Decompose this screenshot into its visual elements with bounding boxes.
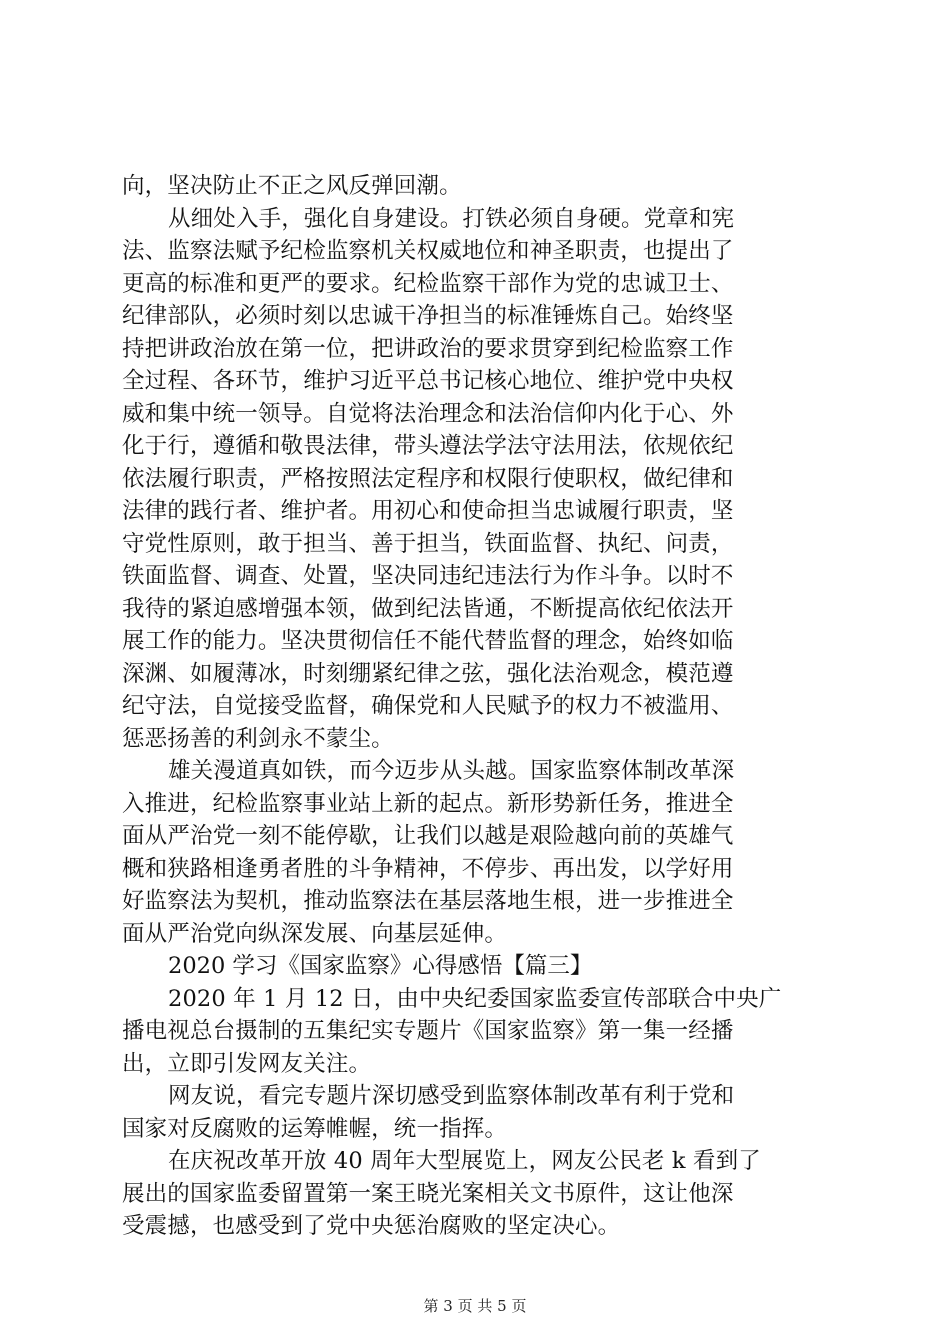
text-line: 依法履行职责，严格按照法定程序和权限行使职权，做纪律和: [122, 465, 734, 492]
text-line: 威和集中统一领导。自觉将法治理念和法治信仰内化于心、外: [122, 400, 734, 427]
text-line: 入推进，纪检监察事业站上新的起点。新形势新任务，推进全: [122, 790, 734, 817]
text-line: 面从严治党向纵深发展、向基层延伸。: [122, 920, 508, 947]
document-body: [122, 170, 830, 1243]
text-line: 面从严治党一刻不能停歇，让我们以越是艰险越向前的英雄气: [122, 823, 734, 849]
text-line: 化于行，遵循和敬畏法律，带头遵法学法守法用法，依规依纪: [122, 433, 734, 459]
text-line: 展出的国家监委留置第一案王晓光案相关文书原件，这让他深: [122, 1180, 734, 1207]
paragraph-start-line: 网友说，看完专题片深切感受到监察体制改革有利于党和: [168, 1083, 735, 1109]
text-line: 出，立即引发网友关注。: [122, 1050, 372, 1077]
text-line: 展工作的能力。坚决贯彻信任不能代替监督的理念，始终如临: [122, 628, 734, 654]
text-line: 铁面监督、调查、处置，坚决同违纪违法行为作斗争。以时不: [122, 563, 734, 589]
text-line: 好监察法为契机，推动监察法在基层落地生根，进一步推进全: [122, 888, 734, 914]
page-number-footer: 第 3 页 共 5 页: [423, 1297, 527, 1315]
text-line: 守党性原则，敢于担当、善于担当，铁面监督、执纪、问责，: [122, 530, 734, 557]
text-line: 持把讲政治放在第一位，把讲政治的要求贯穿到纪检监察工作: [122, 335, 734, 362]
text-line: 我待的紧迫感增强本领，做到纪法皆通，不断提高依纪依法开: [122, 595, 734, 622]
paragraph-start-line: 在庆祝改革开放 40 周年大型展览上，网友公民老 k 看到了: [168, 1148, 761, 1174]
text-line: 深渊、如履薄冰，时刻绷紧纪律之弦，强化法治观念，模范遵: [122, 660, 734, 687]
paragraph-start-line: 2020 年 1 月 12 日，由中央纪委国家监委宣传部联合中央广: [168, 985, 782, 1012]
text-line: 法、监察法赋予纪检监察机关权威地位和神圣职责，也提出了: [122, 238, 734, 264]
section-heading: 2020 学习《国家监察》心得感悟【篇三】: [168, 953, 593, 979]
text-line: 受震撼，也感受到了党中央惩治腐败的坚定决心。: [122, 1213, 621, 1239]
text-line: 全过程、各环节，维护习近平总书记核心地位、维护党中央权: [122, 368, 734, 394]
paragraph-start-line: 雄关漫道真如铁，而今迈步从头越。国家监察体制改革深: [168, 758, 735, 784]
text-line: 纪律部队，必须时刻以忠诚干净担当的标准锤炼自己。始终坚: [122, 303, 734, 329]
text-line: 向，坚决防止不正之风反弹回潮。: [122, 173, 462, 199]
text-line: 法律的践行者、维护者。用初心和使命担当忠诚履行职责，坚: [122, 498, 734, 524]
text-line: 惩恶扬善的利剑永不蒙尘。: [122, 725, 394, 752]
text-line: 更高的标准和更严的要求。纪检监察干部作为党的忠诚卫士、: [122, 270, 734, 297]
paragraph-start-line: 从细处入手，强化自身建设。打铁必须自身硬。党章和宪: [168, 205, 735, 232]
text-line: 播电视总台摄制的五集纪实专题片《国家监察》第一集一经播: [122, 1018, 734, 1044]
text-line: 概和狭路相逢勇者胜的斗争精神，不停步、再出发，以学好用: [122, 855, 734, 882]
text-line: 国家对反腐败的运筹帷幄，统一指挥。: [122, 1115, 508, 1142]
text-line: 纪守法，自觉接受监督，确保党和人民赋予的权力不被滥用、: [122, 693, 734, 719]
